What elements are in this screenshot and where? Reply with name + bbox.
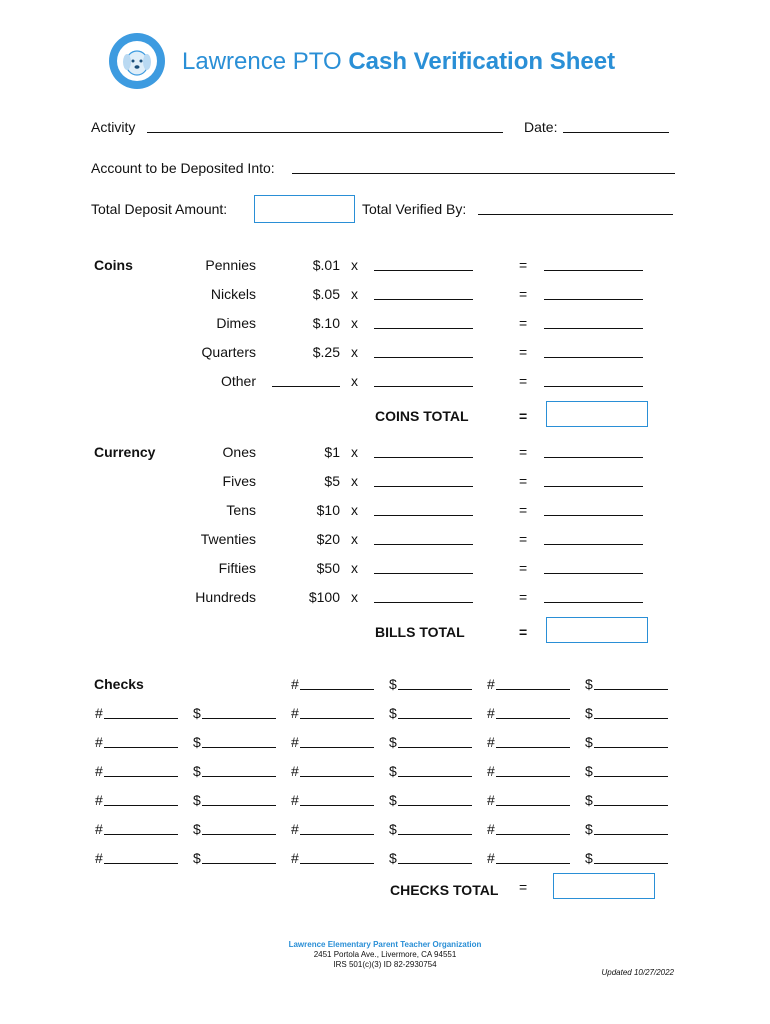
check-amount-field[interactable] (594, 747, 668, 748)
coins-row-equals: = (519, 257, 528, 273)
currency-row-name: Hundreds (195, 589, 256, 605)
check-amount-field[interactable] (398, 805, 472, 806)
coins-row-name: Nickels (210, 286, 256, 302)
currency-row-amount-field[interactable] (544, 457, 643, 458)
check-number-label: # (95, 734, 103, 750)
check-amount-label: $ (585, 792, 593, 808)
check-number-field[interactable] (300, 834, 374, 835)
coins-row-times: x (351, 373, 358, 389)
check-amount-field[interactable] (398, 776, 472, 777)
check-amount-label: $ (389, 821, 397, 837)
check-number-field[interactable] (104, 863, 178, 864)
currency-row-value: $1 (324, 444, 340, 460)
check-number-field[interactable] (496, 805, 570, 806)
currency-row-times: x (351, 473, 358, 489)
coins-row-amount-field[interactable] (544, 270, 643, 271)
currency-row-count-field[interactable] (374, 544, 473, 545)
check-number-label: # (291, 676, 299, 692)
currency-row-name: Fives (222, 473, 256, 489)
check-number-field[interactable] (104, 805, 178, 806)
currency-row-equals: = (519, 502, 528, 518)
coins-row-name: Pennies (205, 257, 256, 273)
check-amount-field[interactable] (202, 834, 276, 835)
check-amount-field[interactable] (398, 718, 472, 719)
coins-row-value-field[interactable] (272, 386, 340, 387)
check-amount-label: $ (193, 763, 201, 779)
coins-row-amount-field[interactable] (544, 357, 643, 358)
check-number-field[interactable] (104, 718, 178, 719)
check-number-field[interactable] (496, 776, 570, 777)
check-number-label: # (487, 792, 495, 808)
check-number-field[interactable] (104, 776, 178, 777)
check-number-field[interactable] (496, 834, 570, 835)
currency-row-amount-field[interactable] (544, 544, 643, 545)
bills-total-input[interactable] (546, 617, 648, 643)
check-number-field[interactable] (496, 689, 570, 690)
checks-total-input[interactable] (553, 873, 655, 899)
check-number-label: # (95, 850, 103, 866)
check-amount-field[interactable] (202, 747, 276, 748)
check-amount-label: $ (585, 676, 593, 692)
coins-row-name: Dimes (216, 315, 256, 331)
check-amount-label: $ (193, 821, 201, 837)
check-number-field[interactable] (300, 863, 374, 864)
check-amount-field[interactable] (594, 689, 668, 690)
footer-org: Lawrence Elementary Parent Teacher Organization (288, 940, 482, 949)
check-amount-label: $ (585, 850, 593, 866)
currency-row-times: x (351, 444, 358, 460)
coins-row-value: $.05 (312, 286, 340, 302)
check-amount-label: $ (585, 705, 593, 721)
checks-total-equals: = (519, 879, 528, 895)
check-number-label: # (291, 734, 299, 750)
coins-row-value: $.01 (312, 257, 340, 273)
coins-total-label: COINS TOTAL (375, 408, 469, 424)
coins-row-equals: = (519, 373, 528, 389)
check-number-label: # (291, 705, 299, 721)
check-number-label: # (291, 821, 299, 837)
check-amount-field[interactable] (202, 863, 276, 864)
currency-row-equals: = (519, 589, 528, 605)
check-amount-field[interactable] (594, 863, 668, 864)
activity-field[interactable] (147, 132, 503, 133)
currency-row-count-field[interactable] (374, 457, 473, 458)
coins-row-amount-field[interactable] (544, 299, 643, 300)
checks-heading: Checks (94, 676, 144, 692)
currency-row-equals: = (519, 444, 528, 460)
check-amount-field[interactable] (398, 747, 472, 748)
currency-row-value: $20 (316, 531, 340, 547)
activity-label: Activity (91, 119, 136, 135)
school-logo (108, 32, 166, 90)
bills-total-equals: = (519, 624, 528, 640)
coins-row-times: x (351, 286, 358, 302)
currency-row-times: x (351, 502, 358, 518)
coins-row-equals: = (519, 315, 528, 331)
check-number-field[interactable] (300, 718, 374, 719)
page-title: Lawrence PTO Cash Verification Sheet (182, 48, 616, 75)
currency-row-equals: = (519, 531, 528, 547)
updated-date: Updated 10/27/2022 (601, 968, 674, 977)
coins-row-amount-field[interactable] (544, 328, 643, 329)
check-amount-label: $ (389, 705, 397, 721)
check-number-field[interactable] (300, 689, 374, 690)
currency-row-value: $5 (324, 473, 340, 489)
coins-row-count-field[interactable] (374, 270, 473, 271)
check-number-label: # (95, 821, 103, 837)
check-number-label: # (487, 850, 495, 866)
currency-row-count-field[interactable] (374, 515, 473, 516)
check-number-label: # (291, 850, 299, 866)
check-amount-label: $ (585, 734, 593, 750)
check-amount-label: $ (193, 705, 201, 721)
check-amount-label: $ (389, 676, 397, 692)
check-amount-label: $ (585, 763, 593, 779)
check-amount-field[interactable] (398, 834, 472, 835)
check-number-field[interactable] (496, 747, 570, 748)
coins-row-name: Quarters (201, 344, 256, 360)
coins-row-count-field[interactable] (374, 328, 473, 329)
check-amount-field[interactable] (594, 834, 668, 835)
total-verified-label: Total Verified By: (362, 201, 467, 217)
check-number-label: # (487, 821, 495, 837)
coins-row-times: x (351, 257, 358, 273)
check-amount-field[interactable] (594, 805, 668, 806)
coins-row-count-field[interactable] (374, 357, 473, 358)
coins-heading: Coins (94, 257, 133, 273)
currency-row-name: Twenties (200, 531, 256, 547)
currency-heading: Currency (94, 444, 156, 460)
coins-row-equals: = (519, 344, 528, 360)
check-number-label: # (291, 792, 299, 808)
date-field[interactable] (563, 132, 669, 133)
coins-total-equals: = (519, 408, 528, 424)
currency-row-name: Ones (222, 444, 256, 460)
footer-address: 2451 Portola Ave., Livermore, CA 94551 (313, 950, 457, 959)
bills-total-label: BILLS TOTAL (375, 624, 465, 640)
check-number-field[interactable] (496, 863, 570, 864)
coins-row-value: $.10 (312, 315, 340, 331)
coins-row-name: Other (220, 373, 256, 389)
currency-row-amount-field[interactable] (544, 515, 643, 516)
check-amount-field[interactable] (202, 776, 276, 777)
check-number-label: # (95, 705, 103, 721)
check-number-label: # (487, 705, 495, 721)
coins-row-times: x (351, 315, 358, 331)
check-number-field[interactable] (496, 718, 570, 719)
currency-row-amount-field[interactable] (544, 602, 643, 603)
check-number-label: # (95, 763, 103, 779)
coins-row-count-field[interactable] (374, 386, 473, 387)
currency-row-name: Tens (226, 502, 256, 518)
currency-row-count-field[interactable] (374, 602, 473, 603)
account-field[interactable] (292, 173, 675, 174)
check-amount-label: $ (193, 850, 201, 866)
footer-irs: IRS 501(c)(3) ID 82-2930754 (333, 960, 437, 969)
total-deposit-input[interactable] (254, 195, 355, 223)
currency-row-amount-field[interactable] (544, 486, 643, 487)
check-number-label: # (487, 734, 495, 750)
currency-row-times: x (351, 589, 358, 605)
check-amount-label: $ (389, 734, 397, 750)
date-label: Date: (524, 119, 558, 135)
check-number-field[interactable] (300, 805, 374, 806)
check-amount-field[interactable] (398, 863, 472, 864)
checks-total-label: CHECKS TOTAL (390, 882, 499, 898)
currency-row-name: Fifties (218, 560, 256, 576)
check-amount-label: $ (389, 850, 397, 866)
coins-row-count-field[interactable] (374, 299, 473, 300)
check-amount-field[interactable] (398, 689, 472, 690)
total-deposit-label: Total Deposit Amount: (91, 201, 228, 217)
check-number-field[interactable] (300, 747, 374, 748)
check-number-field[interactable] (104, 834, 178, 835)
currency-row-amount-field[interactable] (544, 573, 643, 574)
check-number-label: # (95, 792, 103, 808)
currency-row-count-field[interactable] (374, 573, 473, 574)
currency-row-value: $100 (308, 589, 340, 605)
account-label: Account to be Deposited Into: (91, 160, 275, 176)
currency-row-times: x (351, 531, 358, 547)
check-number-field[interactable] (104, 747, 178, 748)
currency-row-value: $10 (316, 502, 340, 518)
currency-row-equals: = (519, 473, 528, 489)
currency-row-times: x (351, 560, 358, 576)
check-number-label: # (487, 676, 495, 692)
check-amount-label: $ (389, 763, 397, 779)
total-verified-field[interactable] (478, 214, 673, 215)
check-amount-label: $ (193, 792, 201, 808)
check-amount-field[interactable] (594, 776, 668, 777)
check-amount-field[interactable] (594, 718, 668, 719)
currency-row-equals: = (519, 560, 528, 576)
check-number-label: # (291, 763, 299, 779)
coins-total-input[interactable] (546, 401, 648, 427)
check-amount-label: $ (193, 734, 201, 750)
currency-row-count-field[interactable] (374, 486, 473, 487)
coins-row-amount-field[interactable] (544, 386, 643, 387)
check-amount-field[interactable] (202, 718, 276, 719)
check-amount-label: $ (389, 792, 397, 808)
check-amount-label: $ (585, 821, 593, 837)
check-number-field[interactable] (300, 776, 374, 777)
coins-row-times: x (351, 344, 358, 360)
check-number-label: # (487, 763, 495, 779)
check-amount-field[interactable] (202, 805, 276, 806)
coins-row-value: $.25 (312, 344, 340, 360)
coins-row-equals: = (519, 286, 528, 302)
currency-row-value: $50 (316, 560, 340, 576)
